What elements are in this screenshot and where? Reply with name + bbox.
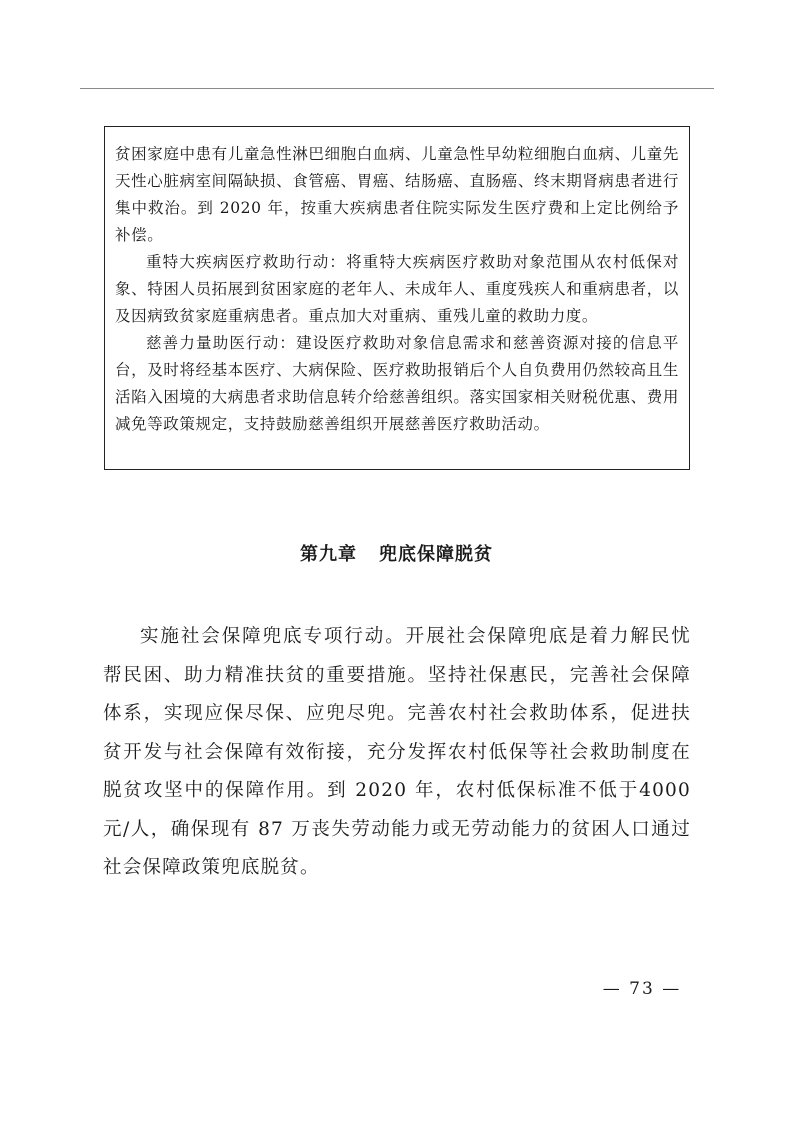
box-paragraph-2: 重特大疾病医疗救助行动：将重特大疾病医疗救助对象范围从农村低保对象、特困人员拓展到贫困家庭的老年人、未成年人、重度残疾人和重病患者，以及因病致贫家庭重病患者。重点加大对重病、重残儿童的救助力度。 — [115, 253, 679, 325]
body-paragraph-1: 实施社会保障兜底专项行动。开展社会保障兜底是着力解民忧帮民困、助力精准扶贫的重要措施。坚持社保惠民，完善社会保障体系，实现应保尽保、应兜尽兜。完善农村社会救助体系，促进扶贫开发与社会保障有效衔接，充分发挥农村低保等社会救助制度在脱贫攻坚中的保障作用。到 2020 年，农村低保标准不低于4000 元/人，确保现有 87 万丧失劳动能力或无劳动能力的贫困人口通过社会保障政策兜底脱贫。 — [103, 626, 691, 878]
header-rule — [80, 88, 714, 89]
chapter-number: 第九章 — [300, 544, 357, 565]
box-paragraph-1: 贫困家庭中患有儿童急性淋巴细胞白血病、儿童急性早幼粒细胞白血病、儿童先天性心脏病室间隔缺损、食管癌、胃癌、结肠癌、直肠癌、终末期肾病患者进行集中救治。到 2020 年，按重大疾病患者住院实际发生医疗费和上定比例给予补偿。 — [115, 145, 679, 244]
body-text — [103, 618, 691, 888]
chapter-title: 兜底保障脱贫 — [379, 544, 493, 565]
box-paragraph-3: 慈善力量助医行动：建设医疗救助对象信息需求和慈善资源对接的信息平台，及时将经基本医疗、大病保险、医疗救助报销后个人自负费用仍然较高且生活陷入困境的大病患者求助信息转介给慈善组织。落实国家相关财税优惠、费用减免等政策规定，支持鼓励慈善组织开展慈善医疗救助活动。 — [115, 334, 679, 433]
page-number: — 73 — — [602, 979, 682, 999]
chapter-heading — [0, 540, 793, 566]
boxed-text-panel — [104, 126, 690, 470]
